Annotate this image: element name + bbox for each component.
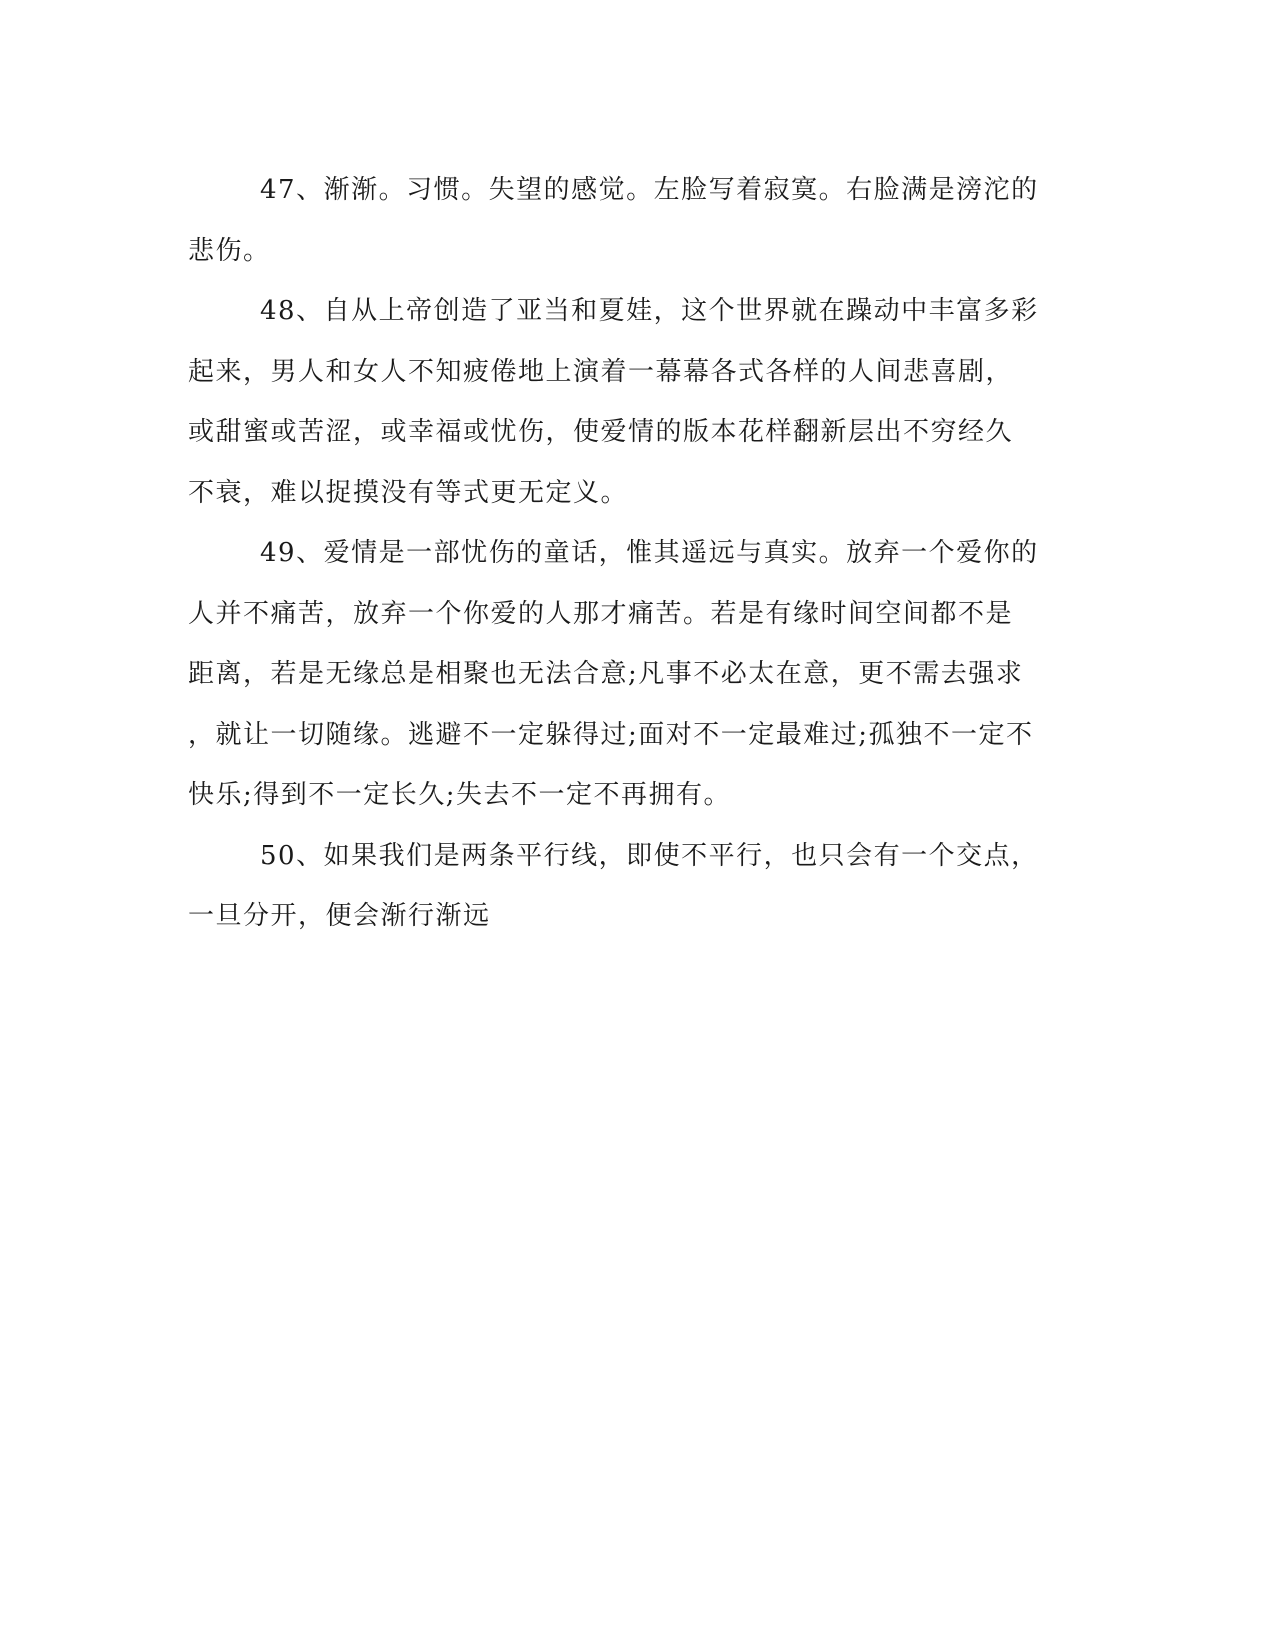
paragraph-line: 距离，若是无缘总是相聚也无法合意;凡事不必太在意，更不需去强求 — [188, 659, 1024, 689]
paragraph-line: 或甜蜜或苦涩，或幸福或忧伤，使爱情的版本花样翻新层出不穷经久 — [188, 417, 1014, 447]
paragraph-47 — [188, 160, 1068, 281]
paragraph-line: 49、爱情是一部忧伤的童话，惟其遥远与真实。放弃一个爱你的 — [260, 538, 1039, 568]
paragraph-line: 48、自从上帝创造了亚当和夏娃，这个世界就在躁动中丰富多彩 — [260, 296, 1039, 326]
paragraph-50 — [188, 826, 1068, 947]
paragraph-line: ，就让一切随缘。逃避不一定躲得过;面对不一定最难过;孤独不一定不 — [188, 719, 1034, 750]
paragraph-line: 人并不痛苦，放弃一个你爱的人那才痛苦。若是有缘时间空间都不是 — [188, 598, 1014, 629]
paragraph-line: 快乐;得到不一定长久;失去不一定不再拥有。 — [188, 780, 732, 810]
paragraph-line: 一旦分开，便会渐行渐远 — [188, 901, 491, 931]
paragraph-49 — [188, 523, 1068, 826]
paragraph-line: 47、渐渐。习惯。失望的感觉。左脸写着寂寞。右脸满是滂沱的 — [260, 175, 1039, 205]
paragraph-line: 50、如果我们是两条平行线，即使不平行，也只会有一个交点， — [260, 840, 1039, 871]
paragraph-line: 悲伤。 — [188, 235, 271, 266]
paragraph-line: 起来，男人和女人不知疲倦地上演着一幕幕各式各样的人间悲喜剧， — [188, 356, 1014, 387]
paragraph-line: 不衰，难以捉摸没有等式更无定义。 — [188, 477, 629, 508]
document-body — [188, 160, 1068, 947]
paragraph-48 — [188, 281, 1068, 523]
